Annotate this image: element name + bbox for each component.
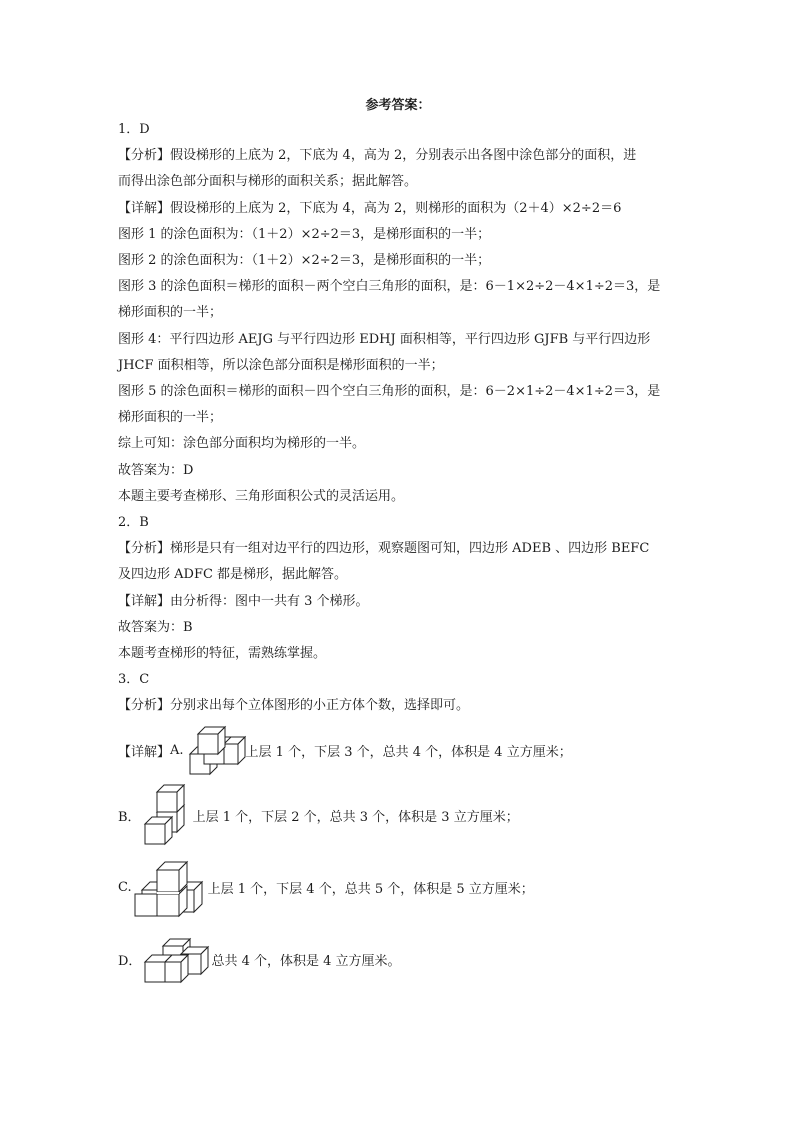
q2-detail-text: 由分析得：图中一共有 3 个梯形。 bbox=[170, 593, 369, 609]
q1-fig4: 图形 4：平行四边形 AEJG 与平行四边形 EDHJ 面积相等，平行四边形 GJFB 与平行四边形 bbox=[118, 331, 651, 347]
cube-figure-a bbox=[184, 722, 246, 780]
q3-option-d bbox=[118, 930, 678, 990]
cube bbox=[157, 862, 187, 892]
q1-final: 故答案为：D bbox=[118, 462, 194, 478]
option-d-text: 总共 4 个，体积是 4 立方厘米。 bbox=[211, 954, 401, 970]
q1-fig5: 图形 5 的涂色面积＝梯形的面积－四个空白三角形的面积，是：6－2×1÷2－4×1÷2＝3，是 bbox=[118, 384, 661, 400]
q3-analysis bbox=[118, 693, 678, 719]
cube bbox=[165, 955, 188, 982]
q1-fig5-cont: 梯形面积的一半； bbox=[118, 410, 223, 426]
cube bbox=[157, 894, 179, 916]
option-a-label: A. bbox=[170, 743, 184, 759]
option-c-label: C. bbox=[118, 880, 132, 896]
option-b-label: B． bbox=[118, 810, 141, 826]
q1-analysis-text: 假设梯形的上底为 2，下底为 4，高为 2，分别表示出各图中涂色部分的面积，进 bbox=[170, 148, 637, 164]
q3-option-a bbox=[118, 720, 678, 782]
q2-answer: 2．B bbox=[118, 515, 149, 531]
analysis-tag: 【分析】 bbox=[118, 541, 171, 557]
detail-tag: 【详解】 bbox=[118, 200, 171, 216]
q1-analysis bbox=[118, 143, 678, 169]
analysis-tag: 【分析】 bbox=[118, 698, 171, 714]
cube bbox=[135, 894, 157, 916]
q3-analysis-text: 分别求出每个立体图形的小正方体个数，选择即可。 bbox=[170, 698, 470, 714]
q2-analysis bbox=[118, 536, 678, 562]
detail-tag: 【详解】 bbox=[118, 745, 171, 761]
q1-note: 本题主要考查梯形、三角形面积公式的灵活运用。 bbox=[118, 488, 405, 504]
q1-fig1: 图形 1 的涂色面积为：（1＋2）×2÷2＝3，是梯形面积的一半； bbox=[118, 226, 491, 242]
q1-detail bbox=[118, 196, 678, 222]
q3-answer: 3．C bbox=[118, 672, 150, 688]
option-d-label: D． bbox=[118, 954, 142, 970]
option-a-text: 上层 1 个，下层 3 个，总共 4 个，体积是 4 立方厘米； bbox=[245, 745, 572, 761]
option-c-text: 上层 1 个，下层 4 个，总共 5 个，体积是 5 立方厘米； bbox=[207, 882, 534, 898]
q1-fig4-cont: JHCF 面积相等，所以涂色部分面积是梯形面积的一半； bbox=[118, 357, 444, 373]
cube bbox=[145, 817, 172, 844]
analysis-tag: 【分析】 bbox=[118, 148, 171, 164]
q3-option-b bbox=[118, 784, 678, 848]
q1-summary: 综上可知：涂色部分面积均为梯形的一半。 bbox=[118, 436, 366, 452]
cube-figure-d bbox=[141, 932, 211, 988]
q3-option-c bbox=[118, 856, 678, 920]
cube bbox=[198, 727, 225, 754]
answer-page bbox=[118, 95, 678, 990]
q1-fig2: 图形 2 的涂色面积为：（1＋2）×2÷2＝3，是梯形面积的一半； bbox=[118, 253, 491, 269]
q2-note: 本题考查梯形的特征，需熟练掌握。 bbox=[118, 646, 327, 662]
cube-figure-c bbox=[132, 856, 208, 920]
q1-answer: 1．D bbox=[118, 122, 150, 137]
q1-analysis-cont: 而得出涂色部分面积与梯形的面积关系；据此解答。 bbox=[118, 174, 418, 190]
cube-figure-b bbox=[141, 784, 193, 848]
q2-final: 故答案为：B bbox=[118, 619, 193, 635]
option-b-text: 上层 1 个，下层 2 个，总共 3 个，体积是 3 立方厘米； bbox=[192, 810, 519, 826]
q1-fig3-cont: 梯形面积的一半； bbox=[118, 305, 223, 321]
detail-tag: 【详解】 bbox=[118, 593, 171, 609]
q2-analysis-text: 梯形是只有一组对边平行的四边形，观察题图可知，四边形 ADEB 、四边形 BEFC bbox=[170, 541, 650, 557]
q1-fig3: 图形 3 的涂色面积＝梯形的面积－两个空白三角形的面积，是：6－1×2÷2－4×1÷2＝3，是 bbox=[118, 279, 661, 295]
cube bbox=[157, 785, 184, 812]
q1-detail-text: 假设梯形的上底为 2，下底为 4，高为 2，则梯形的面积为（2＋4）×2÷2＝6 bbox=[170, 200, 622, 216]
q2-analysis-cont: 及四边形 ADFC 都是梯形，据此解答。 bbox=[118, 567, 348, 583]
q2-detail bbox=[118, 589, 678, 615]
page-title: 参考答案： bbox=[365, 98, 431, 113]
